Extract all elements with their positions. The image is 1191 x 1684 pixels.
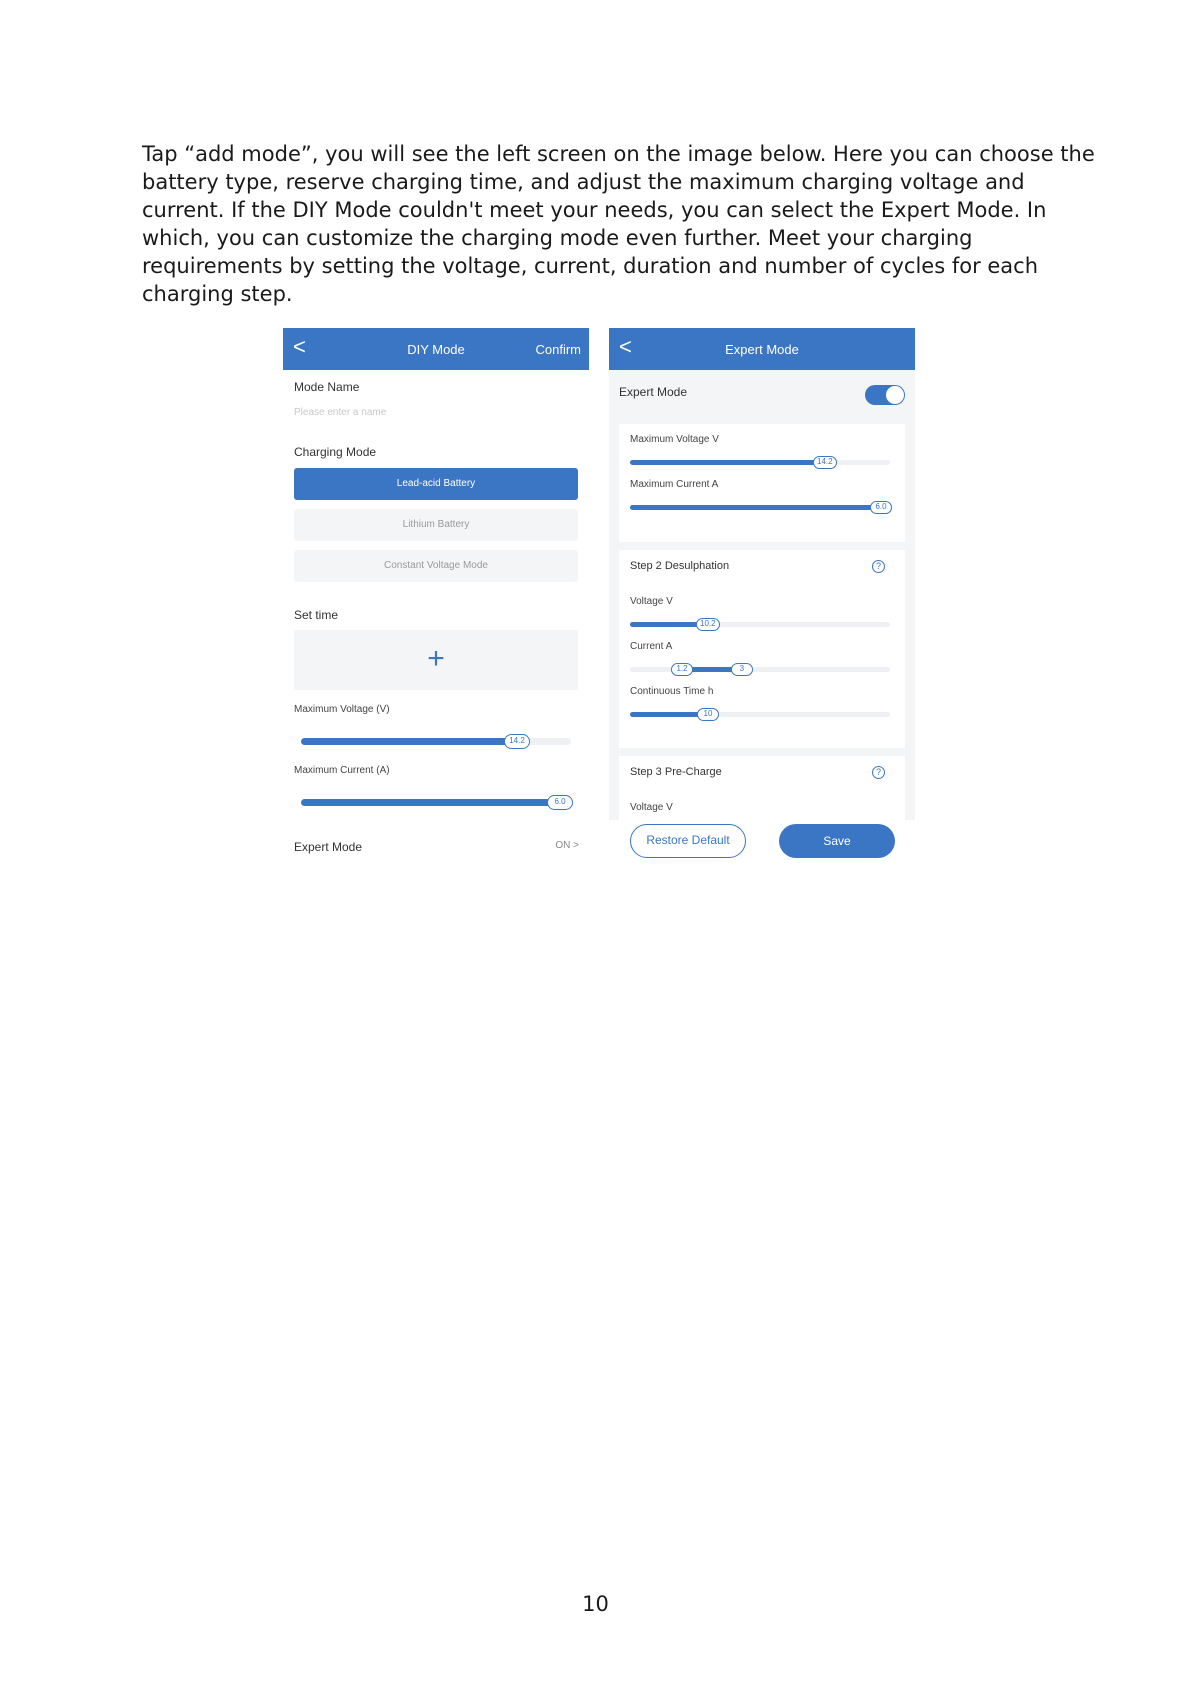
help-icon[interactable]: ? (872, 560, 885, 573)
option-lead-acid-battery[interactable]: Lead-acid Battery (294, 468, 578, 500)
intro-line: battery type, reserve charging time, and adjust the maximum charging voltage and (142, 170, 1025, 194)
expert-max-current-thumb[interactable]: 6.0 (870, 501, 892, 514)
page-number: 10 (582, 1592, 609, 1616)
confirm-button[interactable]: Confirm (535, 342, 581, 357)
max-voltage-fill (301, 738, 517, 745)
expert-navbar (609, 328, 915, 370)
expert-mode-link[interactable]: ON > (555, 840, 579, 851)
max-limits-card (619, 424, 905, 542)
intro-line: which, you can customize the charging mode even further. Meet your charging (142, 226, 973, 250)
intro-line: requirements by setting the voltage, current, duration and number of cycles for each (142, 254, 1039, 278)
max-current-thumb[interactable]: 6.0 (547, 795, 573, 810)
restore-default-button[interactable]: Restore Default (630, 824, 746, 858)
step2-current-range-slider[interactable] (630, 664, 890, 673)
expert-max-current-fill (630, 505, 882, 510)
step2-title: Step 2 Desulphation (630, 560, 730, 572)
expert-max-voltage-slider[interactable] (630, 457, 890, 466)
expert-max-voltage-fill (630, 460, 825, 465)
step3-title: Step 3 Pre-Charge (630, 766, 722, 778)
step2-voltage-thumb[interactable]: 10.2 (696, 618, 720, 631)
step3-card (619, 756, 905, 820)
step2-voltage-label: Voltage V (630, 596, 673, 607)
set-time-label: Set time (294, 608, 339, 622)
expert-max-voltage-label: Maximum Voltage V (630, 434, 719, 445)
max-voltage-thumb[interactable]: 14.2 (504, 734, 530, 749)
intro-line: current. If the DIY Mode couldn't meet your needs, you can select the Expert Mode. In (142, 198, 1047, 222)
step2-time-label: Continuous Time h (630, 686, 714, 697)
expert-max-current-label: Maximum Current A (630, 479, 719, 490)
back-icon[interactable]: < (293, 334, 306, 359)
step3-voltage-label: Voltage V (630, 802, 673, 813)
toggle-knob (886, 386, 904, 404)
help-icon[interactable]: ? (872, 766, 885, 779)
step2-card (619, 550, 905, 748)
step2-time-slider[interactable] (630, 709, 890, 718)
mode-name-input[interactable]: Please enter a name (294, 407, 387, 418)
expert-mode-label: Expert Mode (294, 840, 363, 854)
diy-navbar (283, 328, 589, 370)
back-icon[interactable]: < (619, 334, 632, 359)
max-voltage-label: Maximum Voltage (V) (294, 704, 390, 715)
step2-current-label: Current A (630, 641, 673, 652)
diy-mode-screenshot (283, 328, 589, 858)
intro-paragraph (142, 140, 1095, 308)
step2-current-low-thumb[interactable]: 1.2 (671, 663, 693, 676)
step2-voltage-slider[interactable] (630, 619, 890, 628)
expert-mode-screenshot (609, 328, 915, 858)
expert-mode-toggle[interactable] (865, 385, 905, 405)
max-current-fill (301, 799, 563, 806)
max-current-label: Maximum Current (A) (294, 765, 390, 776)
add-time-button[interactable] (294, 630, 578, 690)
save-button[interactable]: Save (779, 824, 895, 858)
step2-current-high-thumb[interactable]: 3 (731, 663, 753, 676)
plus-icon: + (427, 642, 445, 675)
expert-max-voltage-thumb[interactable]: 14.2 (813, 456, 837, 469)
max-current-slider[interactable] (301, 799, 571, 806)
diy-title: DIY Mode (407, 342, 465, 357)
intro-line: Tap “add mode”, you will see the left screen on the image below. Here you can choose the (142, 142, 1095, 166)
max-voltage-slider[interactable] (301, 738, 571, 745)
expert-mode-label: Expert Mode (619, 385, 688, 399)
step2-time-thumb[interactable]: 10 (697, 708, 719, 721)
mode-name-label: Mode Name (294, 380, 360, 394)
charging-mode-label: Charging Mode (294, 445, 377, 459)
option-constant-voltage-mode[interactable]: Constant Voltage Mode (294, 550, 578, 582)
intro-line: charging step. (142, 282, 293, 306)
option-lithium-battery[interactable]: Lithium Battery (294, 509, 578, 541)
expert-max-current-slider[interactable] (630, 502, 890, 511)
expert-title: Expert Mode (725, 342, 799, 357)
